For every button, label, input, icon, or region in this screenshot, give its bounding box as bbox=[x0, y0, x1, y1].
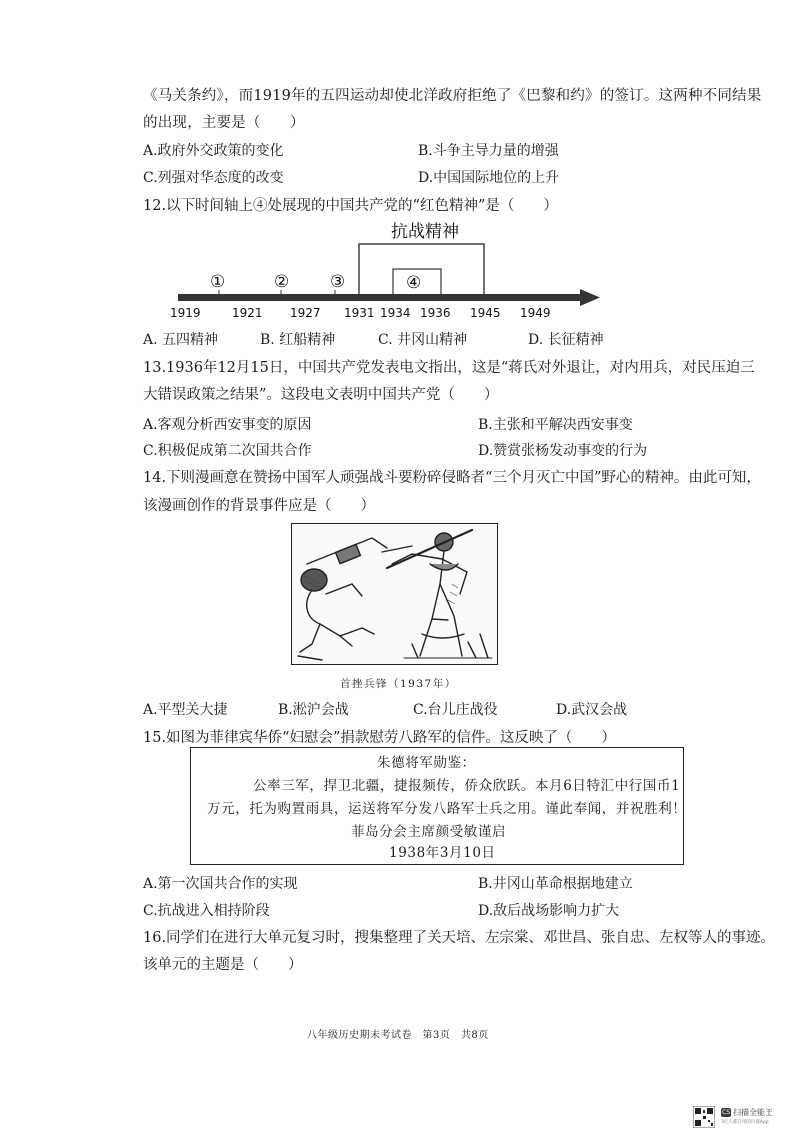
year-1931: 1931 bbox=[344, 306, 375, 320]
q11-option-d: D.中国国际地位的上升 bbox=[418, 170, 560, 186]
q13-stem-line1: 13.1936年12月15日，中国共产党发表电文指出，这是“蒋氏对外退让，对内用兵，对民压迫三 bbox=[143, 360, 755, 376]
year-1936: 1936 bbox=[420, 306, 451, 320]
q13-option-a: A.客观分析西安事变的原因 bbox=[143, 417, 312, 433]
cartoon-drawing bbox=[292, 524, 497, 664]
q14-option-c: C.台儿庄战役 bbox=[413, 702, 498, 718]
letter-box bbox=[190, 747, 687, 865]
letter-salutation: 朱德将军勋鉴： bbox=[377, 755, 476, 771]
year-1945: 1945 bbox=[470, 306, 501, 320]
letter-date: 1938年3月10日 bbox=[389, 845, 496, 861]
year-1934: 1934 bbox=[380, 306, 411, 320]
marker-1: ① bbox=[210, 272, 226, 292]
q13-option-c: C.积极促成第二次国共合作 bbox=[143, 443, 312, 459]
q11-option-c: C.列强对华态度的改变 bbox=[143, 170, 284, 186]
q15-option-d: D.敌后战场影响力扩大 bbox=[478, 903, 620, 919]
q15-stem: 15.如图为菲律宾华侨“妇慰会”捐款慰劳八路军的信件。这反映了（ ） bbox=[143, 730, 616, 746]
war-spirit-box bbox=[359, 244, 484, 296]
timeline-axis bbox=[178, 294, 582, 301]
q14-option-a: A.平型关大捷 bbox=[143, 702, 228, 718]
q14-stem-line2: 该漫画创作的背景事件应是（ ） bbox=[143, 498, 375, 514]
q11-continuation-line2: 的出现，主要是（ ） bbox=[143, 115, 305, 131]
marker-4: ④ bbox=[406, 273, 422, 293]
q15-option-a: A.第一次国共合作的实现 bbox=[143, 876, 298, 892]
cartoon-caption: 首挫兵锋（1937年） bbox=[340, 678, 457, 690]
q14-option-b: B.淞沪会战 bbox=[278, 702, 349, 718]
q15-option-c: C.抗战进入相持阶段 bbox=[143, 903, 270, 919]
q11-option-b: B.斗争主导力量的增强 bbox=[418, 143, 559, 159]
q11-continuation-line1: 《马关条约》，而1919年的五四运动却使北洋政府拒绝了《巴黎和约》的签订。这两种不同结果 bbox=[143, 88, 762, 104]
war-spirit-title: 抗战精神 bbox=[391, 222, 459, 242]
q12-option-c: C. 井冈山精神 bbox=[378, 332, 468, 348]
letter-body-line1: 公率三军，捍卫北疆，捷报频传，侨众欣跃。本月6日特汇中行国币1 bbox=[253, 778, 681, 794]
scanner-watermark bbox=[693, 1106, 785, 1136]
q12-option-d: D. 长征精神 bbox=[528, 332, 604, 348]
q13-stem-line2: 大错误政策之结果”。这段电文表明中国共产党（ ） bbox=[143, 387, 499, 403]
marker-2: ② bbox=[274, 272, 290, 292]
marker-3: ③ bbox=[330, 272, 346, 292]
cartoon-image bbox=[291, 523, 498, 665]
q12-option-a: A. 五四精神 bbox=[143, 332, 219, 348]
year-1949: 1949 bbox=[520, 306, 551, 320]
camscanner-subtitle: 3亿人都在用的扫描App bbox=[721, 1120, 769, 1125]
q14-stem-line1: 14.下则漫画意在赞扬中国军人顽强战斗要粉碎侵略者“三个月灭亡中国”野心的精神。由此可知， bbox=[143, 470, 761, 486]
letter-body-line2: 万元，托为购置雨具，运送将军分发八路军士兵之用。谨此奉闻，并祝胜利！ bbox=[207, 801, 687, 817]
q13-option-b: B.主张和平解决西安事变 bbox=[478, 417, 633, 433]
q12-stem: 12.以下时间轴上④处展现的中国共产党的“红色精神”是（ ） bbox=[143, 198, 558, 214]
year-1921: 1921 bbox=[232, 306, 263, 320]
q12-option-b: B. 红船精神 bbox=[260, 332, 336, 348]
year-1927: 1927 bbox=[290, 306, 321, 320]
year-1919: 1919 bbox=[170, 306, 201, 320]
letter-signature: 菲岛分会主席颜受敏谨启 bbox=[351, 824, 507, 840]
timeline-arrowhead bbox=[580, 289, 600, 306]
camscanner-badge: CS bbox=[722, 1109, 730, 1116]
q11-option-a: A.政府外交政策的变化 bbox=[143, 143, 284, 159]
timeline-figure bbox=[170, 212, 610, 324]
camscanner-name: 扫描全能王 bbox=[733, 1108, 773, 1117]
q16-stem-line1: 16.同学们在进行大单元复习时，搜集整理了关天培、左宗棠、邓世昌、张自忠、左权等人的事迹。 bbox=[143, 930, 776, 946]
q16-stem-line2: 该单元的主题是（ ） bbox=[143, 957, 303, 973]
q15-option-b: B.井冈山革命根据地建立 bbox=[478, 876, 633, 892]
q13-option-d: D.赞赏张杨发动事变的行为 bbox=[478, 443, 648, 459]
page-footer: 八年级历史期末考试卷 第3页 共8页 bbox=[307, 1030, 489, 1041]
q14-option-d: D.武汉会战 bbox=[556, 702, 628, 718]
